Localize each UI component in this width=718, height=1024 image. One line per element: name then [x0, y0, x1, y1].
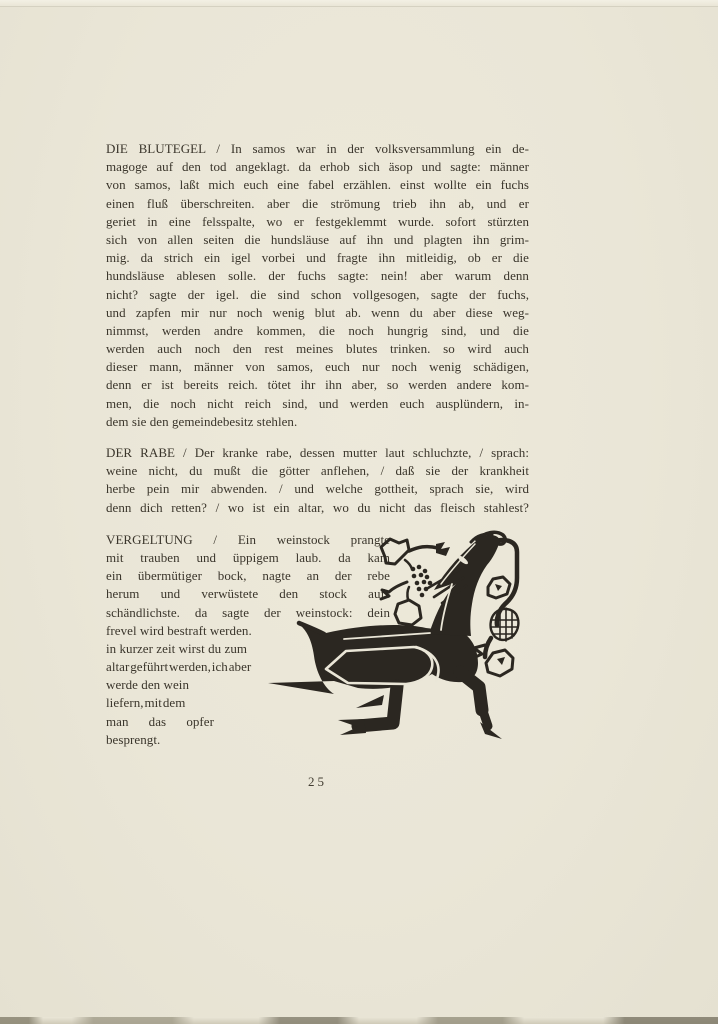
text-line: nicht? sagte der igel. die sind schon vollgesogen, sagte der fuchs,: [106, 286, 529, 302]
text-line: hundsläuse ablesen solle. der fuchs sagte: nein! aber warum denn: [106, 268, 529, 284]
text-line: magoge auf den tod angeklagt. da erhob sich äsop und sagte: männer: [106, 159, 529, 175]
page-bottom-edge: [0, 1017, 718, 1024]
woodcut-goat-illustration: [266, 530, 526, 762]
text-line: nimmst, werden andre kommen, die noch hungrig sind, und die: [106, 322, 529, 338]
text-line: men, die noch nicht reich sind, und werden euch ausplündern, in-: [106, 395, 529, 411]
text-line: dem sie den gemeindebesitz stehlen.: [106, 413, 298, 429]
text-line: denn dich retten? / wo ist ein altar, wo du nicht das fleisch stahlest?: [106, 499, 529, 515]
text-line: mig. da strich ein igel vorbei und fragte ihn mitleidig, ob er die: [106, 250, 529, 266]
text-line: VERGELTUNG / Ein weinstock prangte: [106, 531, 390, 547]
vine-zigzag-mark: [436, 542, 450, 556]
grape-cluster-dots: [411, 565, 433, 598]
text-line: denn er ist bereits reich. tötet ihr ihn aber, so werden andere kom-: [106, 377, 529, 393]
goat-belly-spur: [356, 695, 384, 708]
text-line: schändlichste. da sagte der weinstock: dein: [106, 604, 390, 620]
text-line: sich von allen seiten die hundsläuse auf ihn und plagten ihn grim-: [106, 231, 529, 247]
text-line: und zapfen mir nur noch wenig blut ab. wenn du aber diese weg-: [106, 304, 529, 320]
page-number: 25: [308, 774, 327, 789]
vine-leaf: [395, 600, 421, 625]
page-top-edge: [0, 0, 718, 7]
goat-rear-leg: [460, 672, 482, 710]
text-line: dieser mann, männer von samos, euch nur noch wenig schädigen,: [106, 359, 529, 375]
text-line: DER RABE / Der kranke rabe, dessen mutter laut schluchzte, / sprach:: [106, 445, 529, 460]
text-line: mit trauben und üppigem laub. da kam: [106, 549, 390, 565]
fable-die-blutegel: [106, 140, 529, 431]
text-line: in kurzer zeit wirst du zum: [106, 640, 248, 656]
text-line: frevel wird bestraft werden.: [106, 622, 252, 638]
vine-sprig: [381, 582, 407, 599]
text-line: man das opfer: [106, 713, 214, 729]
text-line: weine nicht, du mußt die götter anflehen, / daß sie der krankheit: [106, 463, 529, 479]
vine-leaf: [486, 650, 513, 676]
text-line: besprengt.: [106, 731, 161, 747]
text-line: DIE BLUTEGEL / In samos war in der volksversammlung ein de-: [106, 141, 529, 156]
text-line: herum und verwüstete den stock aufs: [106, 586, 390, 602]
text-line: liefern, mit dem: [106, 695, 186, 711]
text-line: werden auch noch den rest meines blutes trinken. so wird auch: [106, 341, 529, 357]
text-line: von samos, laßt mich euch eine fabel erzählen. einst wollte ein fuchs: [106, 177, 529, 193]
fable-der-rabe: [106, 444, 529, 517]
text-line: herbe pein mir abwenden. / und welche gottheit, sprach sie, wird: [106, 481, 529, 497]
text-line: altar geführt werden, ich aber: [106, 659, 252, 675]
text-line: werde den wein: [106, 677, 189, 693]
text-line: einen fluß überschreiten. aber die strömung trieb ihn ab, und er: [106, 195, 529, 211]
text-line: geriet in eine felsspalte, wo er festgeklemmt wurde. sofort stürzten: [106, 213, 529, 229]
text-line: ein übermütiger bock, nagte an der rebe: [106, 568, 390, 584]
